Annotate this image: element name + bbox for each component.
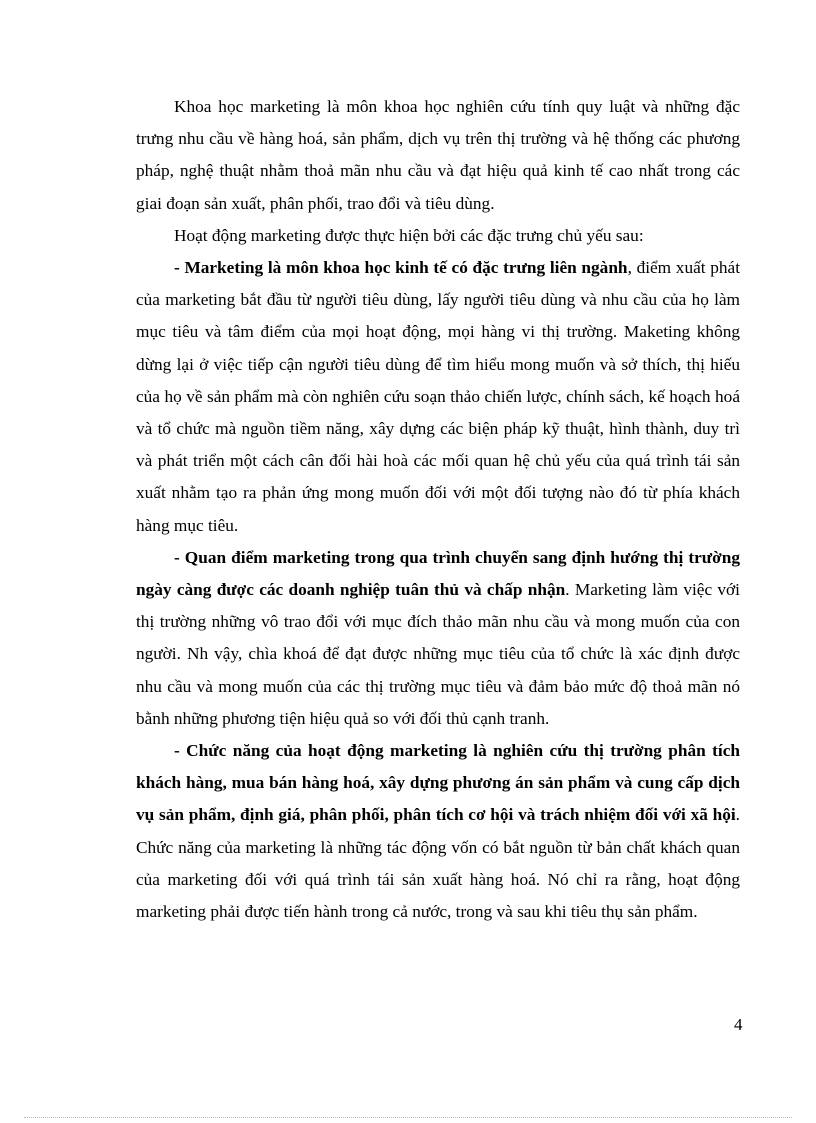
item-interdisciplinary-heading: - Marketing là môn khoa học kinh tế có đặc trưng liên ngành	[174, 258, 628, 278]
item-functions	[136, 735, 740, 928]
item-market-orientation-heading: - Quan điểm marketing trong qua trình chuyển sang định hướng thị trường ngày càng được các doanh nghiệp tuân thủ và chấp nhận	[136, 547, 740, 600]
page-number: 4	[734, 1015, 743, 1034]
footer-divider	[24, 1117, 792, 1118]
paragraph-definition: Khoa học marketing là môn khoa học nghiên cứu tính quy luật và những đặc trưng nhu cầu về hàng hoá, sản phẩm, dịch vụ trên thị trường và hệ thống các phương pháp, nghệ thuật nhằm thoả mãn nhu cầu và đạt hiệu quả kinh tế cao nhất trong các giai đoạn sản xuất, phân phối, trao đổi và tiêu dùng.	[136, 97, 740, 213]
paragraph-characteristics-intro: Hoạt động marketing được thực hiện bởi các đặc trưng chủ yếu sau:	[174, 225, 644, 245]
item-interdisciplinary-text: , điểm xuất phát của marketing bắt đầu từ người tiêu dùng, lấy người tiêu dùng và nhu cầu của họ làm mục tiêu và tâm điểm của mọi hoạt động, mọi hàng vi thị trường. Maketing không dừng lại ở việc tiếp cận người tiêu dùng để tìm hiểu mong muốn và sở thích, thị hiếu của họ về sản phẩm mà còn nghiên cứu soạn thảo chiến lược, chính sách, kế hoạch hoá và tổ chức mà nguồn tiềm năng, xây dựng các biện pháp kỹ thuật, hình thành, duy trì và phát triển một cách cân đối hài hoà các mối quan hệ chủ yếu của quá trình tái sản xuất nhằm tạo ra phản ứng mong muốn đối với một đối tượng nào đó từ phía khách hàng mục tiêu.	[136, 258, 741, 535]
item-market-orientation	[136, 542, 740, 735]
body-text	[136, 91, 740, 928]
item-functions-text: . Chức năng của marketing là những tác động vốn có bắt nguồn từ bản chất khách quan của marketing đối với quá trình tái sản xuất hàng hoá. Nó chỉ ra rằng, hoạt động marketing phải được tiến hành trong cả nước, trong và sau khi tiêu thụ sản phẩm.	[136, 805, 740, 922]
item-interdisciplinary	[136, 252, 740, 542]
item-functions-heading: - Chức năng của hoạt động marketing là nghiên cứu thị trường phân tích khách hàng, mua bán hàng hoá, xây dựng phương án sản phẩm và cung cấp dịch vụ sản phẩm, định giá, phân phối, phân tích cơ hội và trách nhiệm đối với xã hội	[136, 741, 740, 825]
item-market-orientation-text: . Marketing làm việc với thị trường những vô trao đổi với mục đích thảo mãn nhu cầu và mong muốn của con người. Nh vậy, chìa khoá để đạt được những mục tiêu của tổ chức là xác định được nhu cầu và mong muốn của các thị trường mục tiêu và đảm bảo mức độ thoả mãn nó bằnh những phương tiện hiệu quả so với đối thủ cạnh tranh.	[136, 580, 740, 728]
